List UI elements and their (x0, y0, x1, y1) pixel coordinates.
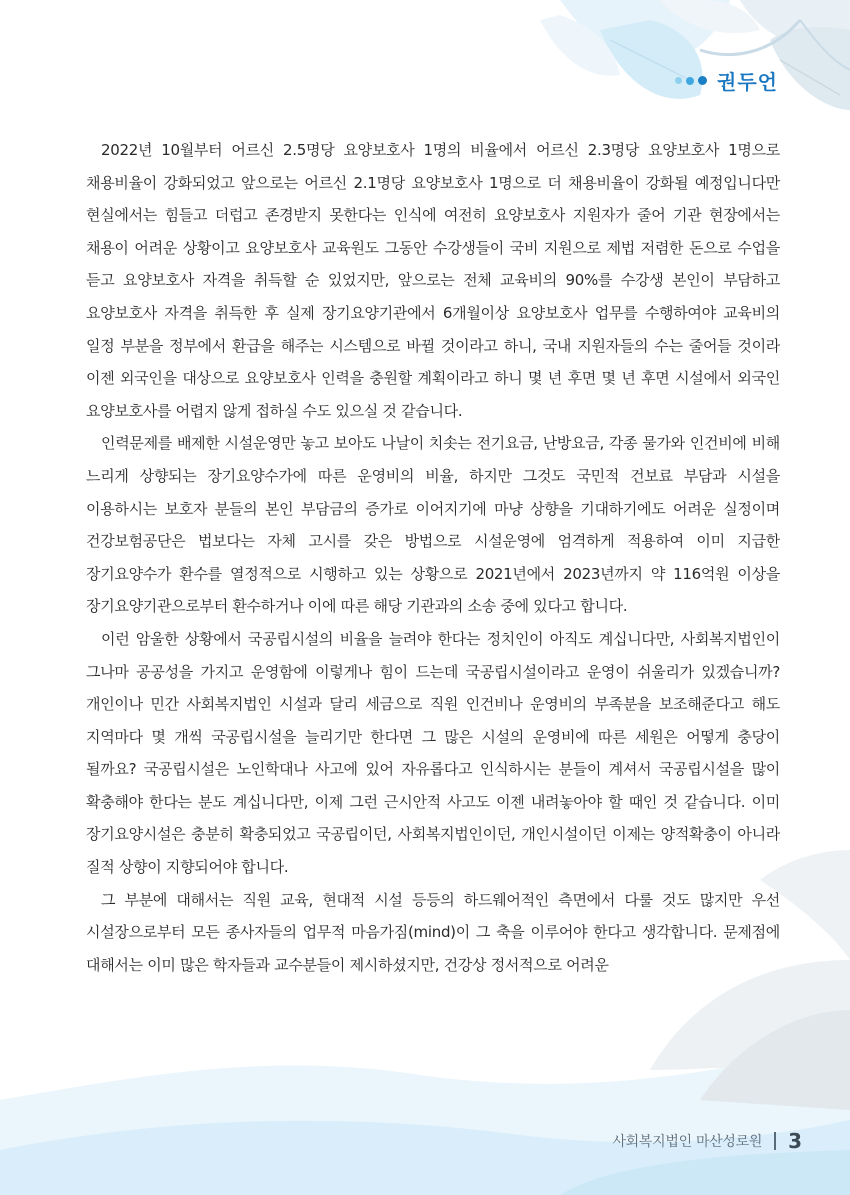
page-footer (612, 1129, 802, 1153)
paragraph-1: 2022년 10월부터 어르신 2.5명당 요양보호사 1명의 비율에서 어르신 2.3명당 요양보호사 1명으로 채용비율이 강화되었고 앞으로는 어르신 2.1명당 요양보호사 1명으로 더 채용비율이 강화될 예정입니다만 현실에서는 힘들고 더럽고 존경받지 못한다는 인식에 여전히 요양보호사 지원자가 줄어 기관 현장에서는 채용이 어려운 상황이고 요양보호사 교육원도 그동안 수강생들이 국비 지원으로 제법 저렴한 돈으로 수업을 듣고 요양보호사 자격을 취득할 순 있었지만, 앞으로는 전체 교육비의 90%를 수강생 본인이 부담하고 요양보호사 자격을 취득한 후 실제 장기요양기관에서 6개월이상 요양보호사 업무를 수행하여야 교육비의 일정 부분을 정부에서 환급을 해주는 시스템으로 바뀔 것이라고 하니, 국내 지원자들의 수는 줄어들 것이라 이젠 외국인을 대상으로 요양보호사 인력을 충원할 계획이라고 하니 몇 년 후면 몇 년 후면 시설에서 외국인 요양보호사를 어렵지 않게 접하실 수도 있으실 것 같습니다. (86, 141, 780, 420)
paragraph-2: 인력문제를 배제한 시설운영만 놓고 보아도 나날이 치솟는 전기요금, 난방요금, 각종 물가와 인건비에 비해 느리게 상향되는 장기요양수가에 따른 운영비의 비율, 하지만 그것도 국민적 건보료 부담과 시설을 이용하시는 보호자 분들의 본인 부담금의 증가로 이어지기에 마냥 상향을 기대하기에도 어려운 실정이며 건강보험공단은 법보다는 자체 고시를 갖은 방법으로 시설운영에 엄격하게 적용하여 이미 지급한 장기요양수가 환수를 열정적으로 시행하고 있는 상황으로 2021년에서 2023년까지 약 116억원 이상을 장기요양기관으로부터 환수하거나 이에 따른 해당 기관과의 소송 중에 있다고 합니다. (86, 434, 780, 616)
dot-icon (675, 77, 682, 84)
article-header (675, 66, 778, 95)
organization-name: 사회복지법인 마산성로원 (612, 1134, 763, 1150)
page-number: 3 (788, 1129, 802, 1153)
article-body (86, 134, 780, 981)
bullet-dots-icon (675, 76, 711, 85)
section-title: 권두언 (717, 70, 778, 94)
paragraph-3: 이런 암울한 상황에서 국공립시설의 비율을 늘려야 한다는 정치인이 아직도 계십니다만, 사회복지법인이 그나마 공공성을 가지고 운영함에 이렇게나 힘이 드는데 국공립시설이라고 운영이 쉬울리가 있겠습니까? 개인이나 민간 사회복지법인 시설과 달리 세금으로 직원 인건비나 운영비의 부족분을 보조해준다고 해도 지역마다 몇 개씩 국공립시설을 늘리기만 한다면 그 많은 시설의 운영비에 따른 세원은 어떻게 충당이 될까요? 국공립시설은 노인학대나 사고에 있어 자유롭다고 인식하시는 분들이 계셔서 국공립시설을 많이 확충해야 한다는 분도 계십니다만, 이제 그런 근시안적 사고도 이젠 내려놓아야 할 때인 것 같습니다. 이미 장기요양시설은 충분히 확충되었고 국공립이던, 사회복지법인이던, 개인시설이던 이제는 양적확충이 아니라 질적 상향이 지향되어야 합니다. (86, 629, 780, 877)
dot-icon (686, 77, 694, 85)
footer-divider (774, 1132, 776, 1150)
dot-icon (698, 76, 707, 85)
paragraph-4: 그 부분에 대해서는 직원 교육, 현대적 시설 등등의 하드웨어적인 측면에서 다룰 것도 많지만 우선 시설장으로부터 모든 종사자들의 업무적 마음가짐(mind)이 그 축을 이루어야 한다고 생각합니다. 문제점에 대해서는 이미 많은 학자들과 교수분들이 제시하셨지만, 건강상 정서적으로 어려운 (86, 890, 780, 974)
